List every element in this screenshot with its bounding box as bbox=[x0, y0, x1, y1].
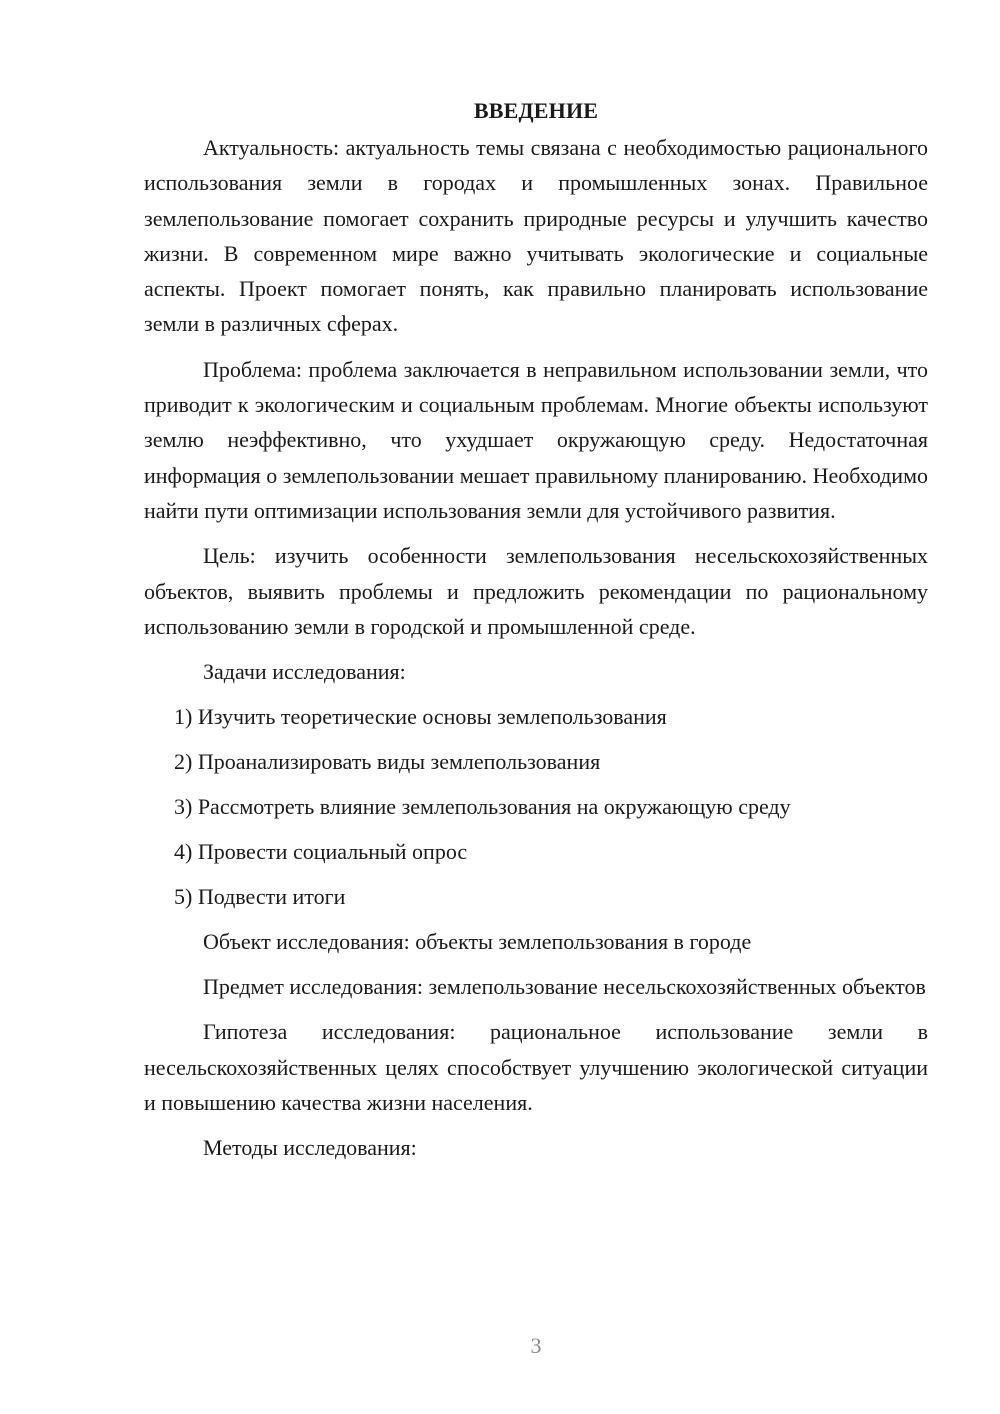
task-item: 5) Подвести итоги bbox=[174, 884, 346, 910]
page-number: 3 bbox=[530, 1333, 542, 1358]
problem-paragraph: Проблема: проблема заключается в неправильном использовании земли, что приводит к экологическим и социальным проблемам. Многие объекты используют землю неэффективно, что ухудшает окружающую среду. Недостаточная информация о землепользовании мешает правильному планированию. Необходимо найти пути оптимизации использования земли для устойчивого развития. bbox=[144, 356, 928, 523]
research-hypothesis: Гипотеза исследования: рациональное использование земли в несельскохозяйственных целях способствует улучшению экологической ситуации и повышению качества жизни населения. bbox=[144, 1019, 928, 1116]
task-item: 2) Проанализировать виды землепользования bbox=[174, 749, 601, 775]
research-object: Объект исследования: объекты землепользования в городе bbox=[203, 929, 752, 955]
task-item: 1) Изучить теоретические основы землепользования bbox=[174, 704, 667, 730]
page-content bbox=[144, 96, 928, 1175]
page-title: ВВЕДЕНИЕ bbox=[473, 98, 599, 123]
tasks-heading: Задачи исследования: bbox=[203, 659, 406, 685]
relevance-paragraph: Актуальность: актуальность темы связана с необходимостью рационального использования земли в городах и промышленных зонах. Правильное землепользование помогает сохранить природные ресурсы и улучшить качество жизни. В современном мире важно учитывать экологические и социальные аспекты. Проект помогает понять, как правильно планировать использование земли в различных сферах. bbox=[144, 135, 928, 337]
research-subject: Предмет исследования: землепользование несельскохозяйственных объектов bbox=[203, 974, 926, 1000]
task-item: 3) Рассмотреть влияние землепользования на окружающую среду bbox=[174, 794, 791, 820]
task-item: 4) Провести социальный опрос bbox=[174, 839, 468, 865]
methods-heading: Методы исследования: bbox=[203, 1135, 417, 1161]
tasks-list bbox=[144, 699, 928, 914]
goal-paragraph: Цель: изучить особенности землепользования несельскохозяйственных объектов, выявить проблемы и предложить рекомендации по рациональному использованию земли в городской и промышленной среде. bbox=[144, 543, 928, 639]
